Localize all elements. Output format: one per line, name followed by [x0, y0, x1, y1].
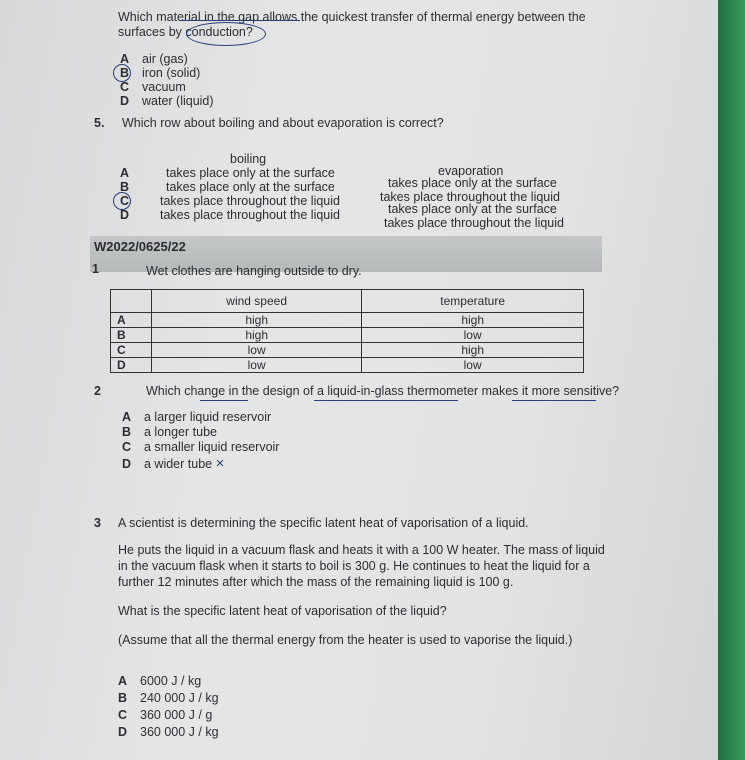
row-letter: A	[120, 166, 130, 180]
cell-evaporation: takes place only at the surface	[388, 176, 557, 190]
question-text-line2: surfaces by conduction?	[118, 25, 253, 39]
column-header-evaporation: evaporation	[438, 164, 504, 178]
option-row: C 360 000 J / g	[118, 708, 213, 722]
cell-boiling: takes place only at the surface	[166, 166, 335, 180]
option-row: D water (liquid)	[120, 94, 214, 108]
option-row: B a longer tube	[122, 425, 217, 439]
option-row: A air (gas)	[120, 52, 188, 66]
question-number: 5.	[94, 116, 105, 130]
question-prompt: What is the specific latent heat of vaporisation of the liquid?	[118, 604, 447, 618]
cell-evaporation: takes place only at the surface	[388, 202, 557, 216]
pen-underline-sensitive	[512, 400, 596, 401]
option-row: B 240 000 J / kg	[118, 691, 219, 705]
table-corner	[111, 290, 152, 313]
pen-circle-conduction	[186, 22, 266, 46]
column-header-boiling: boiling	[230, 152, 267, 166]
option-row: B iron (solid)	[120, 66, 201, 80]
table-row: C low high	[111, 343, 584, 358]
row-letter: B	[120, 180, 130, 194]
question-text: Which row about boiling and about evaporation is correct?	[122, 116, 444, 130]
cell-boiling: takes place only at the surface	[166, 180, 335, 194]
question-text: A scientist is determining the specific latent heat of vaporisation of a liquid.	[118, 516, 529, 530]
question-text: Which change in the design of a liquid-in-glass thermometer makes it more sensitive?	[146, 384, 620, 398]
option-row: A a larger liquid reservoir	[122, 410, 272, 424]
row-letter: D	[120, 208, 130, 222]
column-header-wind-speed: wind speed	[152, 290, 362, 313]
question-number: 2	[94, 384, 101, 398]
paragraph-line: in the vacuum flask when it starts to boil is 300 g. He continues to heat the liquid for a	[118, 559, 590, 573]
table-row: A high high	[111, 313, 584, 328]
paragraph-line: He puts the liquid in a vacuum flask and heats it with a 100 W heater. The mass of liquid	[118, 543, 605, 557]
paragraph-line: further 12 minutes after which the mass of the remaining liquid is 100 g.	[118, 575, 514, 589]
table-row: B high low	[111, 328, 584, 343]
cell-boiling: takes place throughout the liquid	[160, 208, 340, 222]
question-text-line1: Which material in the gap allows the quickest transfer of thermal energy between the	[118, 10, 586, 24]
cell-evaporation: takes place throughout the liquid	[380, 190, 560, 204]
option-row: D 360 000 J / kg	[118, 725, 219, 739]
option-row: C a smaller liquid reservoir	[122, 440, 280, 454]
option-row: C vacuum	[120, 80, 186, 94]
question-number: 3	[94, 516, 101, 530]
pen-underline-gap	[180, 20, 300, 21]
cell-evaporation: takes place throughout the liquid	[384, 216, 564, 230]
option-row: D a wider tube ×	[122, 455, 225, 472]
cell-boiling: takes place throughout the liquid	[160, 194, 340, 208]
page-edge	[718, 0, 745, 760]
section-title: W2022/0625/22	[94, 239, 186, 254]
row-letter: C	[120, 194, 130, 208]
pen-underline-change	[200, 400, 248, 401]
option-row: A 6000 J / kg	[118, 674, 202, 688]
column-header-temperature: temperature	[362, 290, 584, 313]
assumption-note: (Assume that all the thermal energy from the heater is used to vaporise the liquid.)	[118, 633, 573, 647]
wind-temperature-table	[110, 289, 584, 373]
question-number: 1	[92, 262, 99, 276]
pen-cross-mark: ×	[215, 455, 225, 472]
question-text: Wet clothes are hanging outside to dry.	[146, 264, 362, 278]
pen-underline-thermometer	[314, 400, 458, 401]
table-row: D low low	[111, 358, 584, 373]
